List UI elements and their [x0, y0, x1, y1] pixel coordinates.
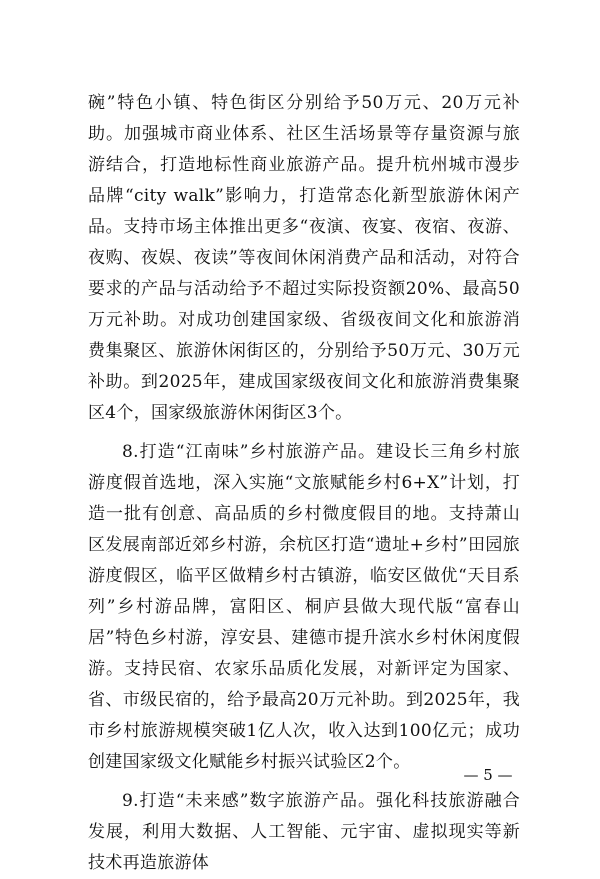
document-body — [88, 88, 520, 879]
paragraph-item-8: 8.打造“江南味”乡村旅游产品。建设长三角乡村旅游度假首选地，深入实施“文旅赋能乡村6+X”计划，打造一批有创意、高品质的乡村微度假目的地。支持萧山区发展南部近郊乡村游，余杭区打造“遗址+乡村”田园旅游度假区，临平区做精乡村古镇游，临安区做优“天目系列”乡村游品牌，富阳区、桐庐县做大现代版“富春山居”特色乡村游，淳安县、建德市提升滨水乡村休闲度假游。支持民宿、农家乐品质化发展，对新评定为国家、省、市级民宿的，给予最高20万元补助。到2025年，我市乡村旅游规模突破1亿人次，收入达到100亿元；成功创建国家级文化赋能乡村振兴试验区2个。 — [88, 442, 520, 772]
paragraph-continuation: 碗”特色小镇、特色街区分别给予50万元、20万元补助。加强城市商业体系、社区生活场景等存量资源与旅游结合，打造地标性商业旅游产品。提升杭州城市漫步品牌“city walk”影响力，打造常态化新型旅游休闲产品。支持市场主体推出更多“夜演、夜宴、夜宿、夜游、夜购、夜娱、夜读”等夜间休闲消费产品和活动，对符合要求的产品与活动给予不超过实际投资额20%、最高50万元补助。对成功创建国家级、省级夜间文化和旅游消费集聚区、旅游休闲街区的，分别给予50万元、30万元补助。到2025年，建成国家级夜间文化和旅游消费集聚区4个，国家级旅游休闲街区3个。 — [88, 93, 520, 423]
paragraph-item-9: 9.打造“未来感”数字旅游产品。强化科技旅游融合发展，利用大数据、人工智能、元宇宙、虚拟现实等新技术再造旅游体 — [88, 791, 520, 873]
page-number: — 5 — — [463, 766, 513, 784]
